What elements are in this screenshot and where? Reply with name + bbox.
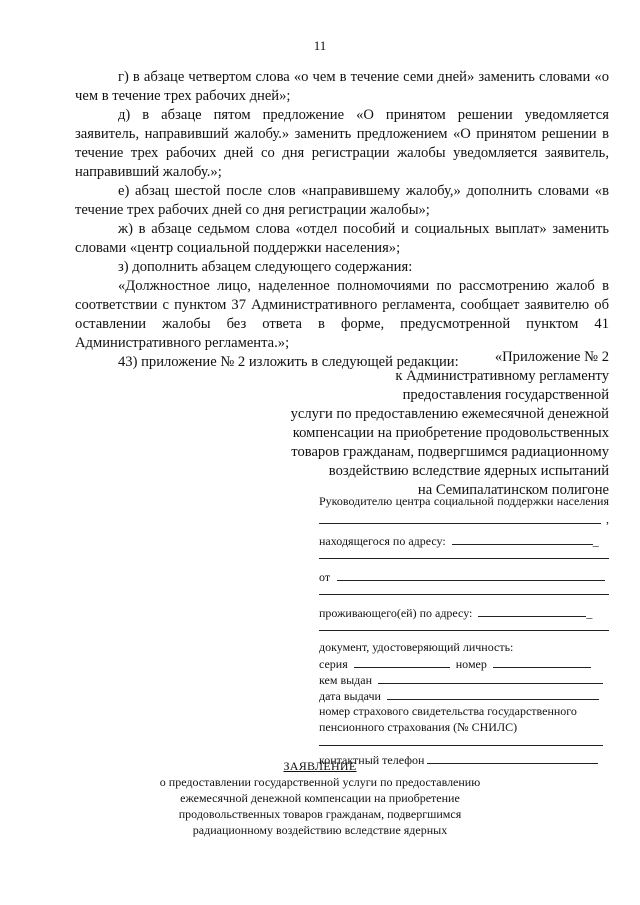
address-end: _ (592, 534, 599, 548)
appendix-line: компенсации на приобретение продовольственных (292, 425, 609, 441)
page-number: 11 (313, 38, 327, 53)
address-label: находящегося по адресу: (319, 534, 446, 548)
insurance-field[interactable] (319, 745, 603, 746)
paragraph-43: 43) приложение № 2 изложить в следующей редакции: (118, 354, 459, 370)
amendment-text (75, 68, 609, 372)
recipient-name-end: , (606, 512, 609, 526)
recipient-name-field[interactable] (319, 511, 601, 524)
appendix-line: предоставления государственной (402, 387, 609, 403)
appendix-line: услуги по предоставлению ежемесячной денежной (290, 406, 609, 422)
appendix-line: на Семипалатинском полигоне (417, 482, 609, 498)
residence-line-2[interactable] (319, 630, 609, 631)
issued-by-field[interactable] (378, 671, 603, 684)
statement-title-block (0, 758, 640, 838)
application-form-header (319, 493, 609, 767)
issue-date-field[interactable] (387, 687, 599, 700)
paragraph-z: з) дополнить абзацем следующего содержания: (118, 259, 413, 275)
appendix-line: воздействию вследствие ядерных испытаний (328, 463, 609, 479)
recipient-label: Руководителю центра социальной поддержки населения (319, 494, 609, 508)
appendix-line: к Административному регламенту (395, 368, 609, 384)
number-field[interactable] (493, 655, 591, 668)
residence-row (319, 604, 609, 620)
series-field-2[interactable] (412, 655, 450, 668)
series-number-row (319, 655, 609, 671)
residence-field[interactable] (478, 604, 586, 617)
paragraph-d: д) в абзаце пятом предложение «О принятом решении уведомляется заявитель, направивший жалобу.» заменить предложением «О принятом решении в течение трех рабочих дней со дня регистрации жалобы уведомляется заявитель, направивший жалобу.»; (75, 107, 609, 180)
from-row (319, 568, 609, 584)
paragraph-e: е) абзац шестой после слов «направившему жалобу,» дополнить словами «в течение трех рабочих дней со дня регистрации жалобы»; (75, 183, 609, 218)
series-field[interactable] (354, 655, 412, 668)
appendix-heading (249, 348, 609, 500)
statement-title: ЗАЯВЛЕНИЕ (283, 759, 357, 773)
paragraph-g: г) в абзаце четвертом слова «о чем в течение семи дней» заменить словами «о чем в течение трех рабочих дней»; (75, 69, 609, 104)
phone-label: контактный телефон (319, 753, 425, 767)
address-line-2[interactable] (319, 558, 609, 559)
issue-date-row (319, 687, 609, 703)
appendix-line: товаров гражданам, подвергшимся радиационному (291, 444, 609, 460)
residence-label: проживающего(ей) по адресу: (319, 606, 473, 620)
statement-subtitle-line: о предоставлении государственной услуги по предоставлению (159, 775, 481, 789)
recipient-name-row (319, 511, 609, 527)
paragraph-quote: «Должностное лицо, наделенное полномочиями по рассмотрению жалоб в соответствии с пунктом 37 Административного регламента, сообщает заявителю об оставлении жалобы без ответа в форме, предусмотренной пунктом 41 Административного регламента.»; (75, 278, 609, 351)
address-field[interactable] (452, 532, 593, 545)
id-document-label: документ, удостоверяющий личность: (319, 640, 514, 654)
from-label: от (319, 570, 331, 584)
statement-subtitle-line: продовольственных товаров гражданам, подвергшимся (178, 807, 462, 821)
statement-subtitle-line: радиационному воздействию вследствие ядерных (192, 823, 448, 837)
statement-subtitle-line: ежемесячной денежной компенсации на приобретение (180, 791, 460, 805)
appendix-line: «Приложение № 2 (494, 349, 609, 365)
from-field[interactable] (337, 568, 605, 581)
number-label: номер (455, 657, 487, 671)
from-line-2[interactable] (319, 594, 609, 595)
residence-end: _ (586, 606, 593, 620)
issued-by-row (319, 671, 609, 687)
paragraph-zh: ж) в абзаце седьмом слова «отдел пособий и социальных выплат» заменить словами «центр социальной поддержки населения»; (75, 221, 609, 256)
insurance-label: номер страхового свидетельства государственного пенсионного страхования (№ СНИЛС) (319, 704, 577, 734)
address-row (319, 532, 609, 548)
issued-by-label: кем выдан (319, 673, 373, 687)
series-label: серия (319, 657, 348, 671)
issue-date-label: дата выдачи (319, 689, 381, 703)
